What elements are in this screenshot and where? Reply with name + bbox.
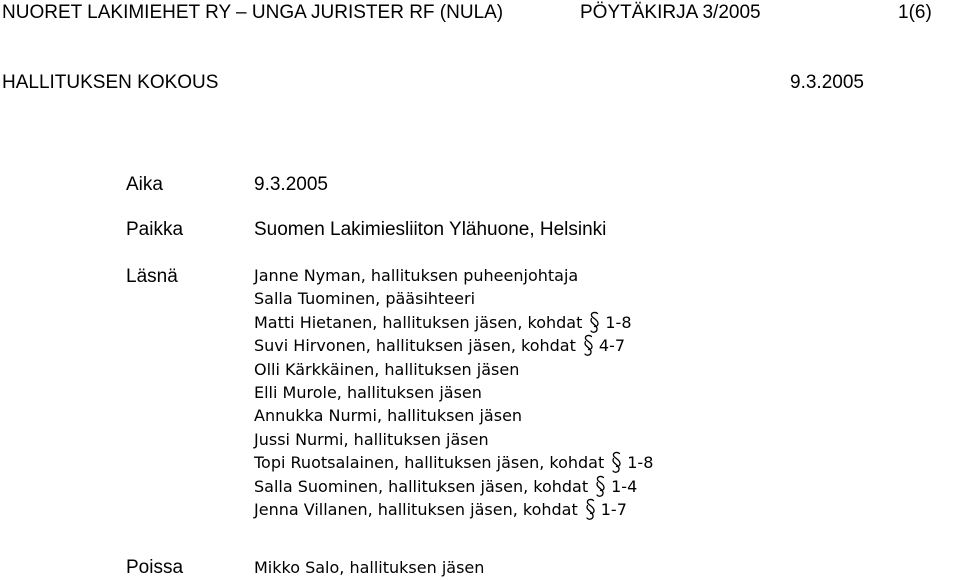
attendee-item [254,451,653,474]
meeting-title: HALLITUKSEN KOKOUS [2,72,219,93]
present-label: Läsnä [126,266,178,287]
attendee-text: Salla Suominen, hallituksen jäsen, kohdat [254,476,589,496]
attendee-list [254,264,653,521]
section-range: 1-8 [627,453,654,473]
attendee-item [254,264,653,287]
absent-label: Poissa [126,557,184,578]
document-title: PÖYTÄKIRJA 3/2005 [580,2,761,23]
absentee-text: Mikko Salo, hallituksen jäsen [254,558,485,577]
section-range: 1-7 [600,499,627,519]
attendee-text: Salla Tuominen, pääsihteeri [254,289,476,309]
attendee-item [254,287,653,310]
time-label: Aika [126,174,163,195]
section-range: 1-8 [605,312,632,332]
attendee-text: Janne Nyman, hallituksen puheenjohtaja [254,266,579,285]
place-value: Suomen Lakimiesliiton Ylähuone, Helsinki [254,219,607,240]
page-number: 1(6) [898,2,932,23]
attendee-text: Matti Hietanen, hallituksen jäsen, kohdat [254,312,583,332]
attendee-text: Annukka Nurmi, hallituksen jäsen [254,406,523,426]
attendee-item [254,428,653,451]
attendee-item [254,498,653,521]
meeting-date: 9.3.2005 [790,72,864,93]
section-sign-icon [594,475,607,498]
section-sign-icon [582,334,595,357]
section-range: 1-4 [611,476,638,496]
organization-name: NUORET LAKIMIEHET RY – UNGA JURISTER RF (NULA) [2,2,504,23]
absentee-item [254,556,484,579]
section-sign-icon [610,451,623,474]
attendee-text: Jussi Nurmi, hallituksen jäsen [254,429,489,449]
attendee-item [254,381,653,404]
section-sign-icon [584,498,597,521]
section-sign-icon [588,311,601,334]
attendee-item [254,334,653,357]
time-value: 9.3.2005 [254,174,328,195]
attendee-text: Suvi Hirvonen, hallituksen jäsen, kohdat [254,336,576,356]
attendee-item [254,311,653,334]
attendee-item [254,475,653,498]
attendee-item [254,404,653,427]
attendee-text: Topi Ruotsalainen, hallituksen jäsen, kohdat [254,453,605,473]
attendee-text: Olli Kärkkäinen, hallituksen jäsen [254,359,520,379]
attendee-text: Elli Murole, hallituksen jäsen [254,382,482,402]
place-label: Paikka [126,219,184,240]
section-range: 4-7 [598,336,626,356]
attendee-text: Jenna Villanen, hallituksen jäsen, kohdat [254,499,578,519]
attendee-item [254,358,653,381]
